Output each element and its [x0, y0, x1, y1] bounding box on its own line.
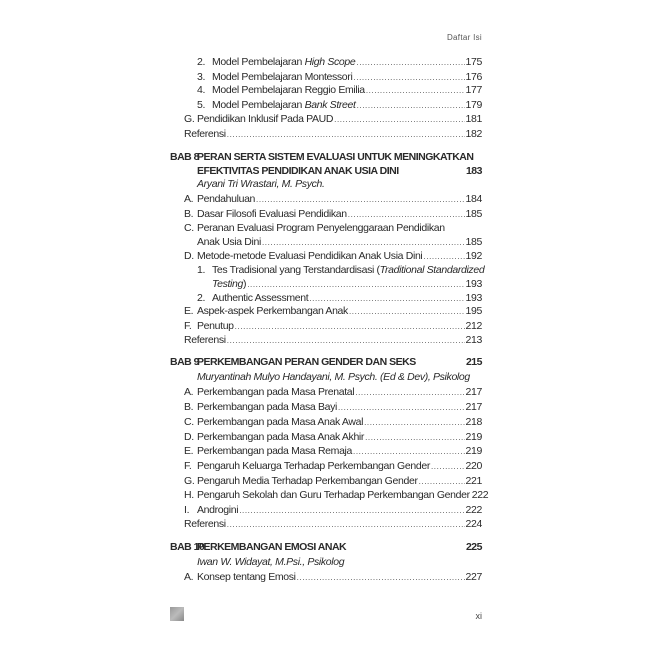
leader-dots	[227, 519, 465, 531]
entry-title	[197, 249, 422, 263]
page-ref: 195	[465, 305, 482, 317]
title-segment: Pengaruh Sekolah dan Guru Terhadap Perkembangan Gender	[197, 489, 470, 501]
entry-label: H.	[184, 489, 194, 501]
toc-entry	[170, 221, 482, 235]
entry-label: D.	[184, 431, 194, 443]
entry-title	[197, 570, 296, 584]
entry-title	[212, 55, 355, 69]
entry-title	[197, 540, 346, 554]
toc-entry	[170, 291, 482, 305]
entry-label: B.	[184, 401, 194, 413]
leader-dots	[353, 446, 464, 458]
toc-entry	[170, 263, 485, 277]
entry-title	[197, 164, 399, 178]
page-ref: 185	[465, 235, 482, 248]
entry-label: 4.	[197, 84, 206, 96]
entry-label: A.	[184, 386, 194, 398]
entry-title	[197, 112, 333, 126]
toc-entry	[170, 385, 482, 399]
leader-dots	[227, 129, 465, 141]
page-ref: 179	[465, 99, 482, 111]
entry-title	[197, 177, 325, 191]
leader-dots	[364, 417, 464, 429]
toc-entry	[170, 333, 482, 347]
page-ref: 184	[465, 193, 482, 205]
toc-entry	[170, 70, 482, 84]
toc-entry	[170, 459, 482, 473]
leader-dots	[355, 387, 464, 399]
title-segment: PERKEMBANGAN EMOSI ANAK	[197, 541, 347, 553]
page-ref: 177	[465, 84, 482, 96]
toc-entry	[170, 112, 482, 126]
page-ref: 192	[465, 250, 482, 262]
page-ref: 176	[465, 71, 482, 83]
chapter-heading	[170, 540, 482, 554]
title-segment: Konsep tentang Emosi	[197, 571, 296, 583]
title-segment: Referensi	[184, 518, 226, 530]
entry-title	[212, 83, 365, 97]
title-segment: Pendahuluan	[197, 193, 256, 205]
toc-entry	[170, 304, 482, 318]
title-segment: Penutup	[197, 320, 234, 332]
title-segment: Dasar Filosofi Evaluasi Pendidikan	[197, 208, 347, 220]
entry-label: A.	[184, 571, 194, 583]
title-segment: Androgini	[197, 504, 239, 516]
page-ref: 175	[465, 56, 482, 68]
page-ref: 227	[465, 571, 482, 583]
toc-entry	[170, 207, 482, 221]
title-segment: High Scope	[304, 56, 356, 68]
entry-title	[197, 221, 445, 235]
toc-entry	[170, 235, 482, 249]
entry-title	[197, 555, 344, 569]
leader-dots	[349, 306, 465, 318]
entry-label: E.	[184, 305, 194, 317]
leader-dots	[334, 114, 464, 126]
toc-entry	[170, 319, 482, 333]
page-ref: 215	[465, 356, 482, 368]
title-segment: Referensi	[184, 128, 226, 140]
title-segment: Muryantinah Mulyo Handayani, M. Psych. (Ed & Dev), Psikolog	[197, 371, 470, 383]
leader-dots	[338, 402, 465, 414]
entry-label: C.	[184, 416, 194, 428]
entry-title	[197, 370, 470, 384]
title-segment: Aspek-aspek Perkembangan Anak	[197, 305, 348, 317]
page-ref: 217	[465, 386, 482, 398]
title-segment: Pengaruh Keluarga Terhadap Perkembangan Gender	[197, 460, 430, 472]
leader-dots	[357, 100, 465, 112]
title-segment: Perkembangan pada Masa Bayi	[197, 401, 337, 413]
entry-title	[197, 444, 352, 458]
entry-title	[184, 333, 226, 347]
leader-dots	[356, 57, 464, 69]
toc-entry	[170, 192, 482, 206]
chapter-author	[170, 555, 482, 569]
toc-entry	[170, 55, 482, 69]
leader-dots	[227, 335, 465, 347]
toc-entry	[170, 570, 482, 584]
title-segment: Pendidikan Inklusif Pada PAUD	[197, 113, 334, 125]
toc-entry	[170, 430, 482, 444]
toc-entry	[170, 127, 482, 141]
chapter-author	[170, 370, 482, 384]
page-ref: 183	[465, 164, 482, 177]
title-segment: Authentic Assessment	[212, 292, 309, 304]
toc-entry	[170, 83, 482, 97]
title-segment: Tes Tradisional yang Terstandardisasi (	[212, 264, 380, 276]
entry-label: G.	[184, 113, 195, 125]
entry-label: 2.	[197, 56, 206, 68]
page-ref: 224	[465, 518, 482, 530]
page-ref: 219	[465, 445, 482, 457]
title-segment: Perkembangan pada Masa Anak Akhir	[197, 431, 365, 443]
entry-label: G.	[184, 475, 195, 487]
entry-title	[197, 385, 354, 399]
leader-dots	[419, 476, 465, 488]
entry-label: 2.	[197, 292, 206, 304]
entry-title	[184, 517, 226, 531]
page-ref: 221	[465, 475, 482, 487]
toc-entry	[170, 98, 482, 112]
entry-title	[197, 430, 364, 444]
toc-entry	[170, 474, 482, 488]
title-segment: Referensi	[184, 334, 226, 346]
entry-label: F.	[184, 460, 192, 472]
title-segment: Model Pembelajaran Montessori	[212, 71, 353, 83]
title-segment: Perkembangan pada Masa Anak Awal	[197, 416, 364, 428]
page-ref: 222	[471, 489, 489, 501]
entry-label: I.	[184, 504, 190, 516]
toc-entry	[170, 517, 482, 531]
page-ref: 193	[465, 292, 482, 304]
page-ref: 219	[465, 431, 482, 443]
title-segment: PERAN SERTA SISTEM EVALUASI UNTUK MENINGKATKAN	[197, 151, 474, 163]
title-segment: )	[243, 277, 247, 290]
leader-dots	[365, 432, 464, 444]
entry-title	[212, 70, 352, 84]
title-segment: Perkembangan pada Masa Prenatal	[197, 386, 355, 398]
chapter-author	[170, 177, 482, 191]
entry-title	[197, 150, 473, 164]
entry-title	[197, 415, 363, 429]
entry-title	[197, 304, 348, 318]
entry-label: 1.	[197, 264, 206, 276]
entry-title	[212, 277, 246, 291]
page-ref: 212	[465, 320, 482, 332]
toc-entry	[170, 249, 482, 263]
title-segment: Testing	[212, 277, 244, 290]
page-ref: 181	[465, 113, 482, 125]
leader-dots	[235, 321, 465, 333]
page-ref: 182	[465, 128, 482, 140]
toc-entry	[170, 400, 482, 414]
leader-dots	[423, 251, 464, 263]
title-segment: Anak Usia Dini	[197, 235, 261, 248]
toc-entry	[170, 415, 482, 429]
title-segment: Model Pembelajaran	[212, 99, 305, 111]
entry-title	[197, 400, 337, 414]
toc-entry	[170, 444, 482, 458]
chapter-heading	[170, 150, 482, 164]
entry-title	[184, 127, 226, 141]
entry-title	[212, 291, 308, 305]
publisher-logo-icon	[170, 607, 184, 621]
entry-label: F.	[184, 320, 192, 332]
entry-title	[197, 355, 416, 369]
page-number: xi	[475, 611, 482, 621]
title-segment: Iwan W. Widayat, M.Psi., Psikolog	[197, 556, 345, 568]
entry-label: 5.	[197, 99, 206, 111]
title-segment: Pengaruh Media Terhadap Perkembangan Gender	[197, 475, 418, 487]
entry-title	[212, 98, 356, 112]
entry-title	[197, 474, 418, 488]
entry-label: B.	[184, 208, 194, 220]
leader-dots	[239, 505, 464, 517]
page-ref: 222	[465, 504, 482, 516]
title-segment: Model Pembelajaran Reggio Emilia	[212, 84, 365, 96]
leader-dots	[262, 237, 465, 249]
page-ref: 217	[465, 401, 482, 413]
entry-label: 3.	[197, 71, 206, 83]
leader-dots	[256, 194, 464, 206]
page-ref: 213	[465, 334, 482, 346]
title-segment: EFEKTIVITAS PENDIDIKAN ANAK USIA DINI	[197, 164, 399, 177]
entry-label: E.	[184, 445, 194, 457]
leader-dots	[247, 279, 464, 291]
entry-label: BAB 8	[170, 151, 200, 163]
entry-label: BAB 10	[170, 541, 205, 553]
entry-title	[197, 235, 261, 249]
page-ref: 218	[465, 416, 482, 428]
page-ref: 185	[465, 208, 482, 220]
page-ref: 220	[465, 460, 482, 472]
entry-label: BAB 9	[170, 356, 200, 368]
entry-title	[197, 459, 430, 473]
entry-title	[212, 263, 484, 277]
entry-label: C.	[184, 222, 194, 234]
leader-dots	[297, 572, 465, 584]
page-ref: 225	[465, 541, 482, 553]
title-segment: Perkembangan pada Masa Remaja	[197, 445, 353, 457]
entry-label: D.	[184, 250, 194, 262]
title-segment: Traditional Standardized	[379, 264, 485, 276]
title-segment: Aryani Tri Wrastari, M. Psych.	[197, 178, 325, 190]
toc-entry	[170, 488, 489, 502]
leader-dots	[348, 209, 465, 221]
title-segment: Model Pembelajaran	[212, 56, 305, 68]
entry-title	[197, 319, 234, 333]
title-segment: Metode-metode Evaluasi Pendidikan Anak Usia Dini	[197, 250, 423, 262]
leader-dots	[431, 461, 465, 473]
chapter-heading	[170, 164, 482, 178]
chapter-heading	[170, 355, 482, 369]
entry-label: A.	[184, 193, 194, 205]
page-ref: 193	[465, 277, 482, 290]
title-segment: PERKEMBANGAN PERAN GENDER DAN SEKS	[197, 356, 416, 368]
entry-title	[197, 503, 238, 517]
title-segment: Peranan Evaluasi Program Penyelenggaraan Pendidikan	[197, 222, 445, 234]
entry-title	[197, 207, 347, 221]
title-segment: Bank Street	[304, 99, 356, 111]
toc-entry	[170, 277, 482, 291]
leader-dots	[366, 85, 465, 97]
entry-title	[197, 192, 255, 206]
running-header: Daftar Isi	[446, 33, 482, 42]
toc-entry	[170, 503, 482, 517]
entry-title	[197, 488, 470, 502]
